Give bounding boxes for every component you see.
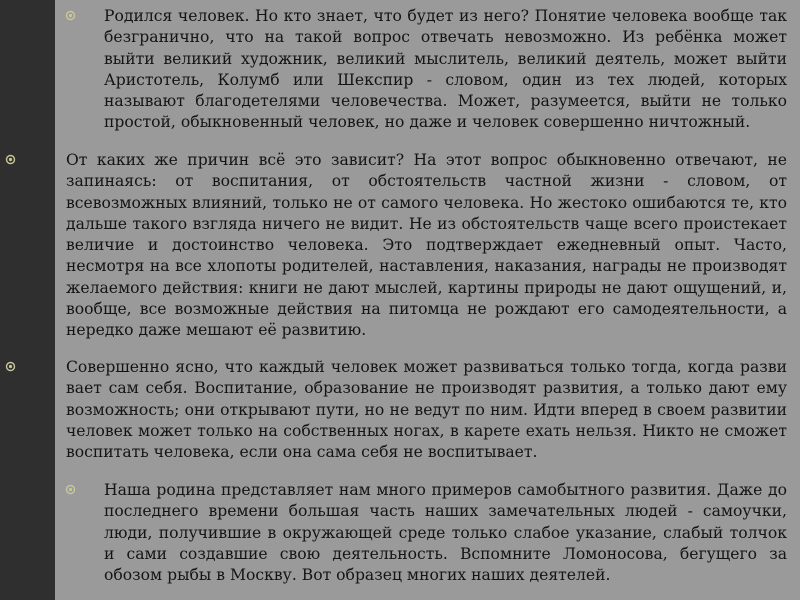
paragraph-2: От каких же причин всё это зависит? На этот вопрос обыкновенно отвечают, не запинаясь: от воспитания, от обстоятельств частной жизни - словом, от всевозможных влияний, только не от самого человека. Но жестоко ошибаются те, кто дальше такого взгляда ничего не видит. Не из обстоятельств чаще всего проистекает величие и достоинство человека. Это подтверждает ежедневный опыт. Часто, несмотря на все хлопоты родителей, наставления, наказания, награды не производят желаемого действия: книги не дают мыслей, картины природы не дают ощущений, и, вообще, все возможные действия на питомца не рождают его самодеятельности, а нередко даже мешают её развитию. [66, 151, 787, 340]
paragraph-4: Наша родина представляет нам много примеров самобытного развития. Даже до последнего времени большая часть наших замечательных людей - самоучки, люди, получившие в окружающей среде только слабое указание, слабый толчок и сами создавшие свою деятельность. Вспомните Ломоносова, бегущего за обозом рыбы в Москву. Вот образец многих наших деятелей. [104, 481, 787, 585]
paragraph-1: Родился человек. Но кто знает, что будет из него? Понятие человека вообще так безгранично, что на такой вопрос отвечать невозможно. Из ребёнка может выйти великий художник, великий мыслитель, великий деятель, может выйти Аристотель, Колумб или Шекспир - словом, один из тех людей, которых называют благодетелями человечества. Может, разумеется, выйти не только простой, обыкновенный человек, но даже и человек совершенно ничтожный. [104, 7, 787, 132]
paragraph-3: Совершенно ясно, что каждый человек может развиваться только тогда, когда разви вает сам себя. Воспитание, образование не производят развития, а только дают ему возможность; они открывают пути, но не ведут по ним. Идти вперед в своем развитии человек может только на собственных ногах, в карете ехать нельзя. Никто не сможет воспитать человека, если она сама себя не воспитывает. [66, 358, 787, 462]
ring-bullet-icon [5, 361, 16, 372]
ring-bullet-icon [65, 10, 76, 21]
ring-bullet-icon [5, 154, 16, 165]
ring-bullet-icon [65, 484, 76, 495]
